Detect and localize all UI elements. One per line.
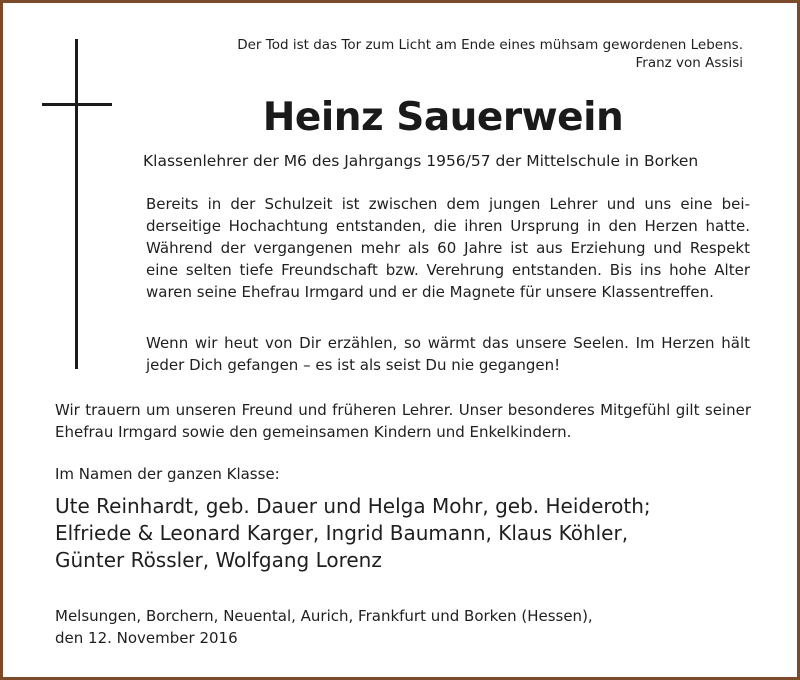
quote-author: Franz von Assisi	[635, 55, 743, 71]
memorial-paragraph-1: Bereits in der Schulzeit ist zwischen dem jungen Lehrer und uns eine beiderseitige Hochachtung entstanden, die ihren Ursprung in den Herzen hatte. Während der vergangenen mehr als 60 Jahre ist aus Erziehung und Respekt eine selten tiefe Freundschaft bzw. Verehrung entstanden. Bis ins hohe Alter waren seine Ehefrau Irmgard und er die Magnete für unsere Klassentreffen.	[146, 195, 750, 301]
signatory-line: Günter Rössler, Wolfgang Lorenz	[55, 548, 382, 572]
date-line: den 12. November 2016	[55, 629, 238, 647]
epigraph-quote	[237, 36, 743, 72]
quote-text: Der Tod ist das Tor zum Licht am Ende eines mühsam gewordenen Lebens.	[237, 37, 743, 53]
deceased-name: Heinz Sauerwein	[262, 95, 624, 140]
place-and-date	[55, 605, 593, 649]
place-line: Melsungen, Borchern, Neuental, Aurich, Frankfurt und Borken (Hessen),	[55, 607, 593, 625]
signatory-line: Elfriede & Leonard Karger, Ingrid Baumann, Klaus Köhler,	[55, 521, 629, 545]
subtitle: Klassenlehrer der M6 des Jahrgangs 1956/57 der Mittelschule in Borken	[143, 152, 699, 170]
cross-icon	[75, 39, 78, 369]
class-label: Im Namen der ganzen Klasse:	[55, 465, 280, 483]
signatory-line: Ute Reinhardt, geb. Dauer und Helga Mohr, geb. Heideroth;	[55, 494, 651, 518]
mourning-text: Wir trauern um unseren Freund und früheren Lehrer. Unser besonderes Mitgefühl gilt seiner Ehefrau Irmgard sowie den gemeinsamen Kindern und Enkelkindern.	[55, 401, 751, 441]
memorial-paragraph-2: Wenn wir heut von Dir erzählen, so wärmt das unsere Seelen. Im Herzen hält jeder Dich gefangen – es ist als seist Du nie gegangen!	[146, 334, 750, 374]
signatories-list	[55, 493, 651, 574]
